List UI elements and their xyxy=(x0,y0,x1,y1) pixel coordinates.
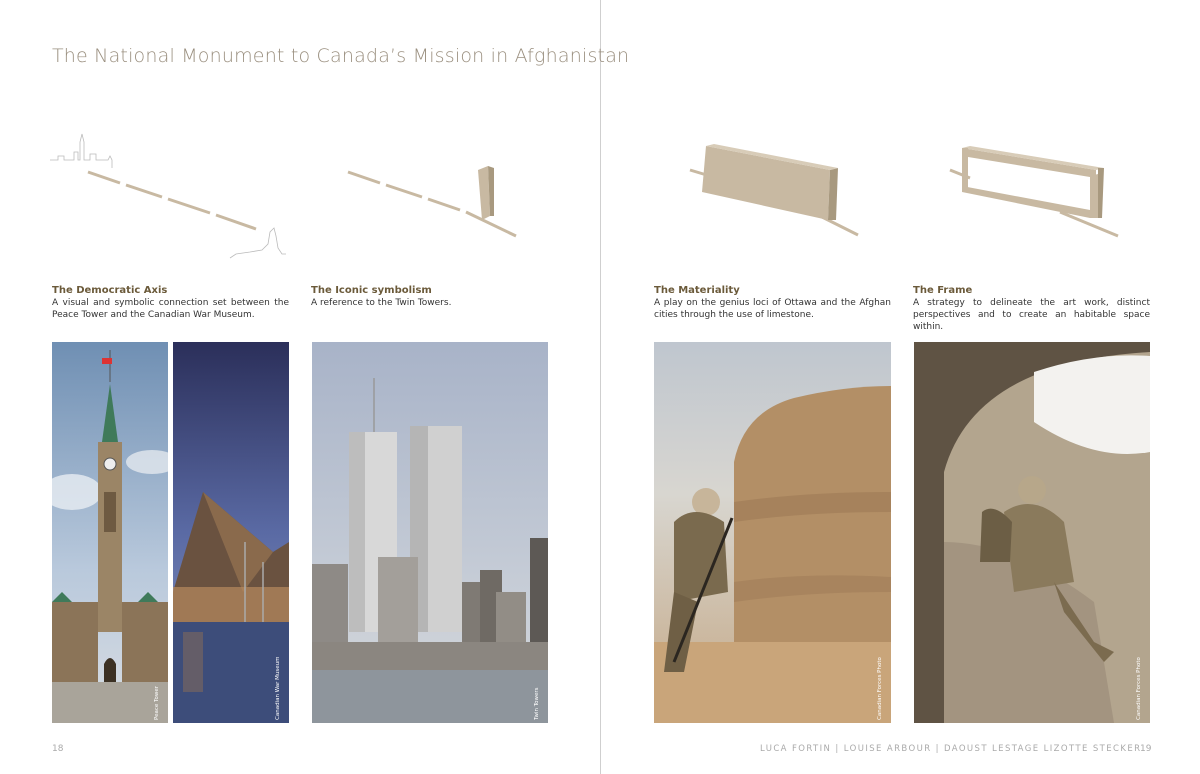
materiality-diagram xyxy=(680,120,920,270)
caption-heading: The Frame xyxy=(913,285,973,296)
democratic-axis-diagram xyxy=(50,120,290,270)
page-title: The National Monument to Canada’s Mission in Afghanistan xyxy=(52,45,630,67)
frame-diagram xyxy=(940,120,1180,270)
war-museum-photo xyxy=(173,342,289,723)
frame-photo xyxy=(914,342,1150,723)
twin-towers-photo xyxy=(312,342,548,723)
caption-heading: The Iconic symbolism xyxy=(311,285,432,296)
caption-text: A strategy to delineate the art work, distinct perspectives and to create an habitable space within. xyxy=(913,298,1150,332)
footer-credits: LUCA FORTIN | LOUISE ARBOUR | DAOUST LESTAGE LIZOTTE STECKER xyxy=(760,744,1142,754)
war-museum-outline-icon xyxy=(230,228,286,258)
materiality-photo xyxy=(654,342,891,723)
photo-credit: Twin Towers xyxy=(534,687,540,720)
right-page-number: 19 xyxy=(1140,744,1152,754)
caption-text: A visual and symbolic connection set between the Peace Tower and the Canadian War Museum. xyxy=(52,298,289,320)
axis-line xyxy=(88,172,256,229)
caption-democratic-axis xyxy=(52,284,289,321)
parliament-outline-icon xyxy=(50,134,112,168)
peace-tower-photo xyxy=(52,342,168,723)
caption-heading: The Materiality xyxy=(654,285,740,296)
frame-structure xyxy=(962,146,1104,218)
caption-materiality xyxy=(654,284,891,321)
caption-text: A play on the genius loci of Ottawa and the Afghan cities through the use of limestone. xyxy=(654,298,891,320)
photo-credit: Canadian Forces Photo xyxy=(1136,657,1142,720)
left-page-number: 18 xyxy=(52,744,64,754)
iconic-symbolism-diagram xyxy=(310,120,550,270)
photo-credit: Canadian Forces Photo xyxy=(877,657,883,720)
caption-heading: The Democratic Axis xyxy=(52,285,168,296)
caption-iconic-symbolism xyxy=(311,284,548,309)
caption-text: A reference to the Twin Towers. xyxy=(311,298,452,308)
caption-frame xyxy=(913,284,1150,333)
photo-credit: Canadian War Museum xyxy=(275,656,281,720)
photo-credit: Peace Tower xyxy=(154,686,160,720)
limestone-wall xyxy=(702,144,838,220)
tower-slab xyxy=(478,166,494,220)
